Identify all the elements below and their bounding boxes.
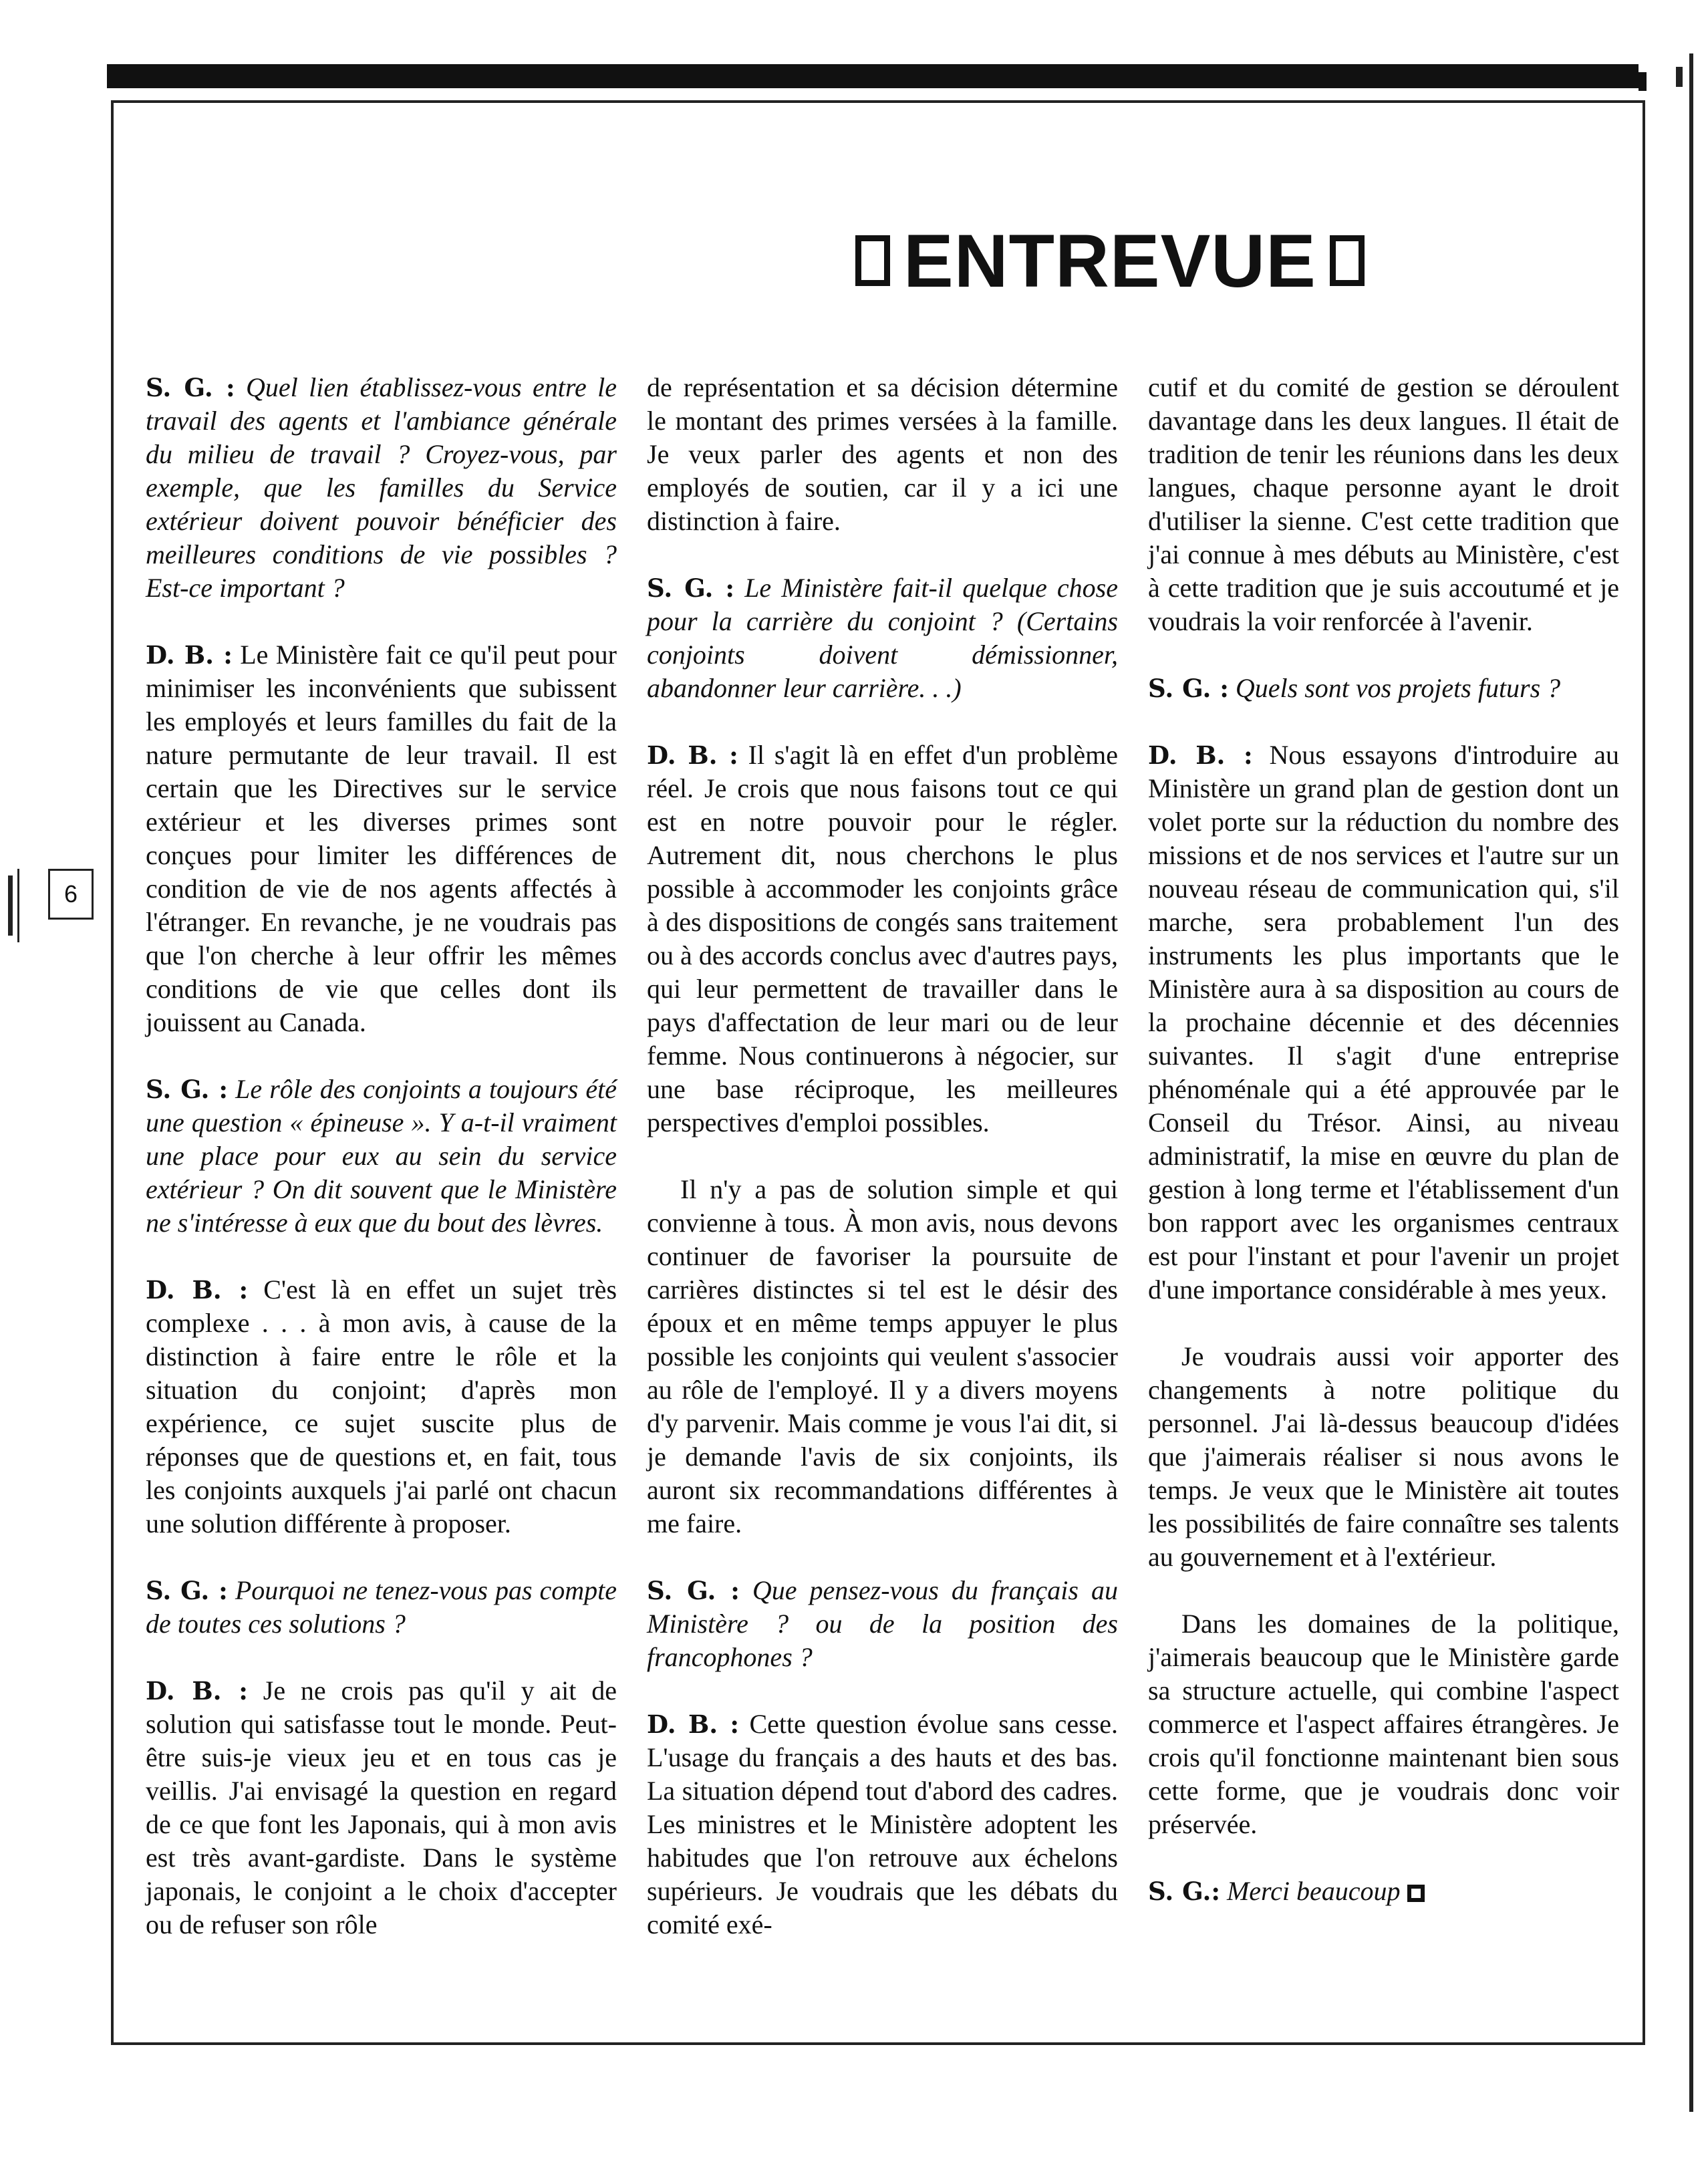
column-3 [1148,371,1619,1941]
answer [146,1273,617,1540]
question-text: Quels sont vos projets futurs ? [1235,673,1561,703]
question [647,571,1118,705]
answer [1148,738,1619,1307]
question [146,371,617,605]
answer [146,1674,617,1941]
column-2 [647,371,1118,1975]
answer-continued: de représentation et sa décision détermine le montant des primes versées à la famille. Je veux parler des agents et non des employés de soutien, car il y a ici une distinction à faire. [647,372,1118,536]
answer-paragraph: Je voudrais aussi voir apporter des changements à notre politique du personnel. J'ai là-dessus beaucoup d'idées que j'aimerais réaliser si nous avons le temps. Je veux que le Ministère ait toutes les possibilités de faire connaître ses talents au gouvernement et à l'extérieur. [1148,1341,1619,1572]
question [1148,672,1619,705]
answer [146,638,617,1039]
column-1 [146,371,617,1975]
speaker-sg: S. G. : [647,1576,740,1605]
top-rule [107,64,1639,88]
right-edge-mark [1676,67,1683,87]
speaker-db: D. B. : [146,1275,249,1305]
header-square-right-icon [1330,235,1365,286]
speaker-sg: S. G. : [146,1075,229,1104]
closing-text: Merci beaucoup [1226,1876,1401,1906]
answer-paragraph: Dans les domaines de la politique, j'aimerais beaucoup que le Ministère garde sa structure actuelle, qui combine l'aspect commerce et l'aspect affaires étrangères. Je crois qu'il fonctionne maintenant bien sous cette forme, que je voudrais donc voir préservée. [1148,1609,1619,1839]
speaker-db: D. B. : [1148,740,1253,770]
question [146,1073,617,1240]
question-text: Quel lien établissez-vous entre le travail des agents et l'ambiance générale du milieu de travail ? Croyez-vous, par exemple, que les familles du Service extérieur doivent pouvoir bénéficier des meilleures conditions de vie possibles ? Est-ce important ? [146,372,617,603]
answer-paragraph: Il n'y a pas de solution simple et qui convienne à tous. À mon avis, nous devons continuer de favoriser la poursuite de carrières distinctes si tel est le désir des époux et en même temps appuyer le plus possible les conjoints qui veulent s'associer au rôle de l'employé. Il y a divers moyens d'y parvenir. Mais comme je vous l'ai dit, si je demande l'avis de six conjoints, ils auront six recommandations différentes à me faire. [647,1174,1118,1538]
speaker-sg: S. G. : [146,1576,228,1605]
answer [647,738,1118,1139]
question [146,1574,617,1641]
right-edge-rule [1689,53,1693,2112]
speaker-sg: S. G.: [1148,1877,1220,1906]
answer-text: Je ne crois pas qu'il y ait de solution qui satisfasse tout le monde. Peut-être suis-je vieux jeu et en tous cas je veillis. J'ai envisagé la question en regard de ce que font les Japonais, qui à mon avis est très avant-gardiste. Dans le système japonais, le conjoint a le choix d'accepter ou de refuser son rôle [146,1675,617,1939]
binding-mark [8,875,13,936]
section-header [855,214,1430,307]
section-title: ENTREVUE [903,219,1316,303]
speaker-db: D. B. : [647,1710,740,1739]
question-text: Le rôle des conjoints a toujours été une question « épineuse ». Y a-t-il vraiment une place pour eux au sein du service extérieur ? On dit souvent que le Ministère ne s'intéresse à eux que du bout des lèvres. [146,1074,617,1238]
page-number: 6 [48,869,94,920]
end-square-icon [1407,1885,1425,1902]
speaker-sg: S. G. : [146,373,235,402]
speaker-sg: S. G. : [1148,674,1229,703]
speaker-db: D. B. : [146,1676,248,1706]
header-square-left-icon [855,235,890,286]
closing-line [1148,1875,1619,1908]
speaker-sg: S. G. : [647,573,735,603]
speaker-db: D. B. : [647,740,738,770]
question-text: Le Ministère fait-il quelque chose pour la carrière du conjoint ? (Certains conjoints doivent démissionner, abandonner leur carrière. . .) [647,573,1118,703]
top-rule-tick [1639,72,1647,91]
answer [647,1708,1118,1941]
question [647,1574,1118,1674]
question-text: Que pensez-vous du français au Ministère ? ou de la position des francophones ? [647,1575,1118,1672]
answer-continued: cutif et du comité de gestion se déroulent davantage dans les deux langues. Il était de tradition de tenir les réunions dans les deux langues, chaque personne ayant le droit d'utiliser la sienne. C'est cette tradition que j'ai connue à mes débuts au Ministère, c'est à cette tradition que je suis accoutumé et je voudrais la voir renforcée à l'avenir. [1148,372,1619,636]
answer-text: Il s'agit là en effet d'un problème réel. Je crois que nous faisons tout ce qui est en notre pouvoir pour le régler. Autrement dit, nous cherchons le plus possible à accommoder les conjoints grâce à des dispositions de congés sans traitement ou à des accords conclus avec d'autres pays, qui leur permettent de travailler dans le pays d'affectation de leur mari ou de leur femme. Nous continuerons à négocier, sur une base réciproque, les meilleures perspectives d'emploi possibles. [647,740,1119,1137]
speaker-db: D. B. : [146,640,233,670]
binding-mark-thin [17,869,19,942]
answer-text: Cette question évolue sans cesse. L'usage du français a des hauts et des bas. La situation dépend tout d'abord des cadres. Les ministres et le Ministère adoptent les habitudes que l'on retrouve aux échelons supérieurs. Je voudrais que les débats du comité exé- [647,1709,1118,1939]
answer-text: Le Ministère fait ce qu'il peut pour minimiser les inconvénients que subissent les employés et leurs familles du fait de la nature permutante de leur travail. Il est certain que les Directives sur le service extérieur et les diverses primes sont conçues pour limiter les différences de condition de vie de nos agents affectés à l'étranger. En revanche, je ne voudrais pas que l'on cherche à leur offrir les mêmes conditions de vie que celles dont ils jouissent au Canada. [146,640,617,1037]
question-text: Pourquoi ne tenez-vous pas compte de toutes ces solutions ? [146,1575,617,1639]
answer-text: Nous essayons d'introduire au Ministère un grand plan de gestion dont un volet porte sur la réduction du nombre des missions et de nos services et l'autre sur un nouveau réseau de communication qui, s'il marche, sera probablement l'un des instruments les plus importants que le Ministère aura à sa disposition au cours de la prochaine décennie et des décennies suivantes. Il s'agit d'une entreprise phénoménale qui a été approuvée par le Conseil du Trésor. Ainsi, au niveau administratif, la mise en œuvre du plan de gestion à long terme et l'établissement d'un bon rapport avec les organismes centraux est pour l'instant et pour l'avenir un projet d'une importance considérable à mes yeux. [1148,740,1619,1305]
answer-text: C'est là en effet un sujet très complexe . . . à mon avis, à cause de la distinction à faire entre le rôle et la situation du conjoint; d'après mon expérience, ce sujet suscite plus de réponses que de questions et, en fait, tous les conjoints auxquels j'ai parlé ont chacun une solution différente à proposer. [146,1274,617,1538]
